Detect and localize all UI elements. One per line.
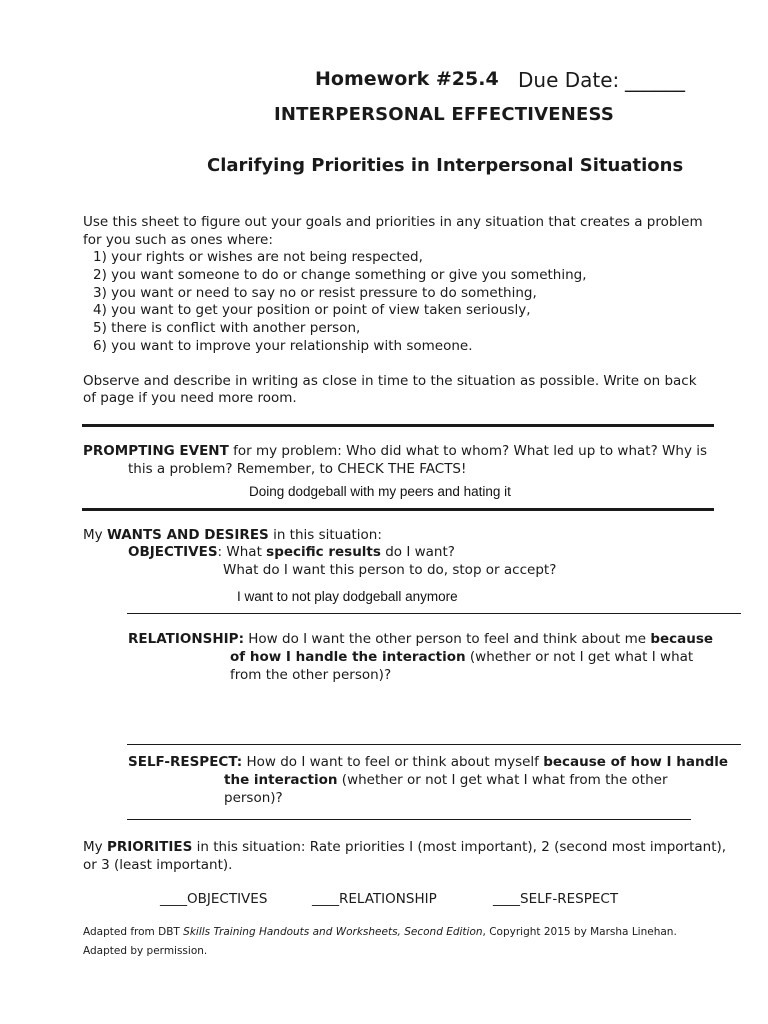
priorities-label: PRIORITIES xyxy=(106,839,193,855)
priorities-line-2: or 3 (least important). xyxy=(83,857,233,873)
divider-objectives xyxy=(127,613,741,614)
selfrespect-line-2 xyxy=(224,771,668,789)
intro-item-2: 2) you want someone to do or change something or give you something, xyxy=(93,267,587,283)
divider-thick-2 xyxy=(82,508,714,511)
divider-thick-1 xyxy=(82,424,714,427)
intro-item-1: 1) your rights or wishes are not being respected, xyxy=(93,249,423,265)
objectives-text-b: specific results xyxy=(266,544,381,560)
objectives-answer[interactable]: I want to not play dodgeball anymore xyxy=(237,589,458,604)
selfrespect-line-1 xyxy=(128,753,728,771)
objectives-label: OBJECTIVES xyxy=(128,544,218,560)
intro-item-3: 3) you want or need to say no or resist pressure to do something, xyxy=(93,285,537,301)
priority-relationship-field[interactable]: ____RELATIONSHIP xyxy=(312,891,437,907)
divider-selfrespect xyxy=(127,819,691,820)
priority-selfrespect-field[interactable]: ____SELF-RESPECT xyxy=(493,891,619,907)
selfrespect-text-2a: the interaction xyxy=(224,772,338,788)
intro-item-4: 4) you want to get your position or point of view taken seriously, xyxy=(93,302,531,318)
priorities-text-1: in this situation: Rate priorities I (most important), 2 (second most important), xyxy=(192,839,727,855)
prompting-line-1 xyxy=(83,442,707,460)
selfrespect-text-1a: How do I want to feel or think about myself xyxy=(242,754,544,770)
objectives-line-1 xyxy=(128,543,455,561)
due-date-label: Due Date: xyxy=(518,68,620,92)
relationship-line-2 xyxy=(230,648,693,666)
prompting-line-2: this a problem? Remember, to CHECK THE FACTS! xyxy=(128,461,467,477)
relationship-text-2a: of how I handle the interaction xyxy=(230,649,466,665)
credit-line-2: Adapted by permission. xyxy=(83,945,208,957)
intro-line-1: Use this sheet to figure out your goals and priorities in any situation that creates a problem xyxy=(83,214,703,230)
priorities-prefix: My xyxy=(83,839,107,855)
intro-item-6: 6) you want to improve your relationship with someone. xyxy=(93,338,473,354)
page-title: INTERPERSONAL EFFECTIVENESS xyxy=(274,104,615,125)
relationship-label: RELATIONSHIP: xyxy=(128,631,244,647)
relationship-line-1 xyxy=(128,630,713,648)
observe-line-1: Observe and describe in writing as close in time to the situation as possible. Write on back xyxy=(83,373,697,389)
relationship-text-2b: (whether or not I get what I what xyxy=(465,649,694,665)
prompting-label: PROMPTING EVENT xyxy=(83,443,229,459)
objectives-line-2: What do I want this person to do, stop or accept? xyxy=(223,562,557,578)
wants-suffix: in this situation: xyxy=(268,527,382,543)
relationship-text-1b: because xyxy=(650,631,714,647)
intro-line-2: for you such as ones where: xyxy=(83,232,273,248)
selfrespect-text-2b: (whether or not I get what I what from the other xyxy=(337,772,668,788)
relationship-line-3: from the other person)? xyxy=(230,667,392,683)
selfrespect-label: SELF-RESPECT: xyxy=(128,754,243,770)
priorities-line-1 xyxy=(83,838,726,856)
credit-book-title: Skills Training Handouts and Worksheets, Second Edition xyxy=(183,926,483,938)
selfrespect-text-1b: because of how I handle xyxy=(543,754,729,770)
credit-text-a: Adapted from DBT xyxy=(83,926,184,938)
wants-prefix: My xyxy=(83,527,107,543)
observe-line-2: of page if you need more room. xyxy=(83,390,297,406)
credit-text-c: , Copyright 2015 by Marsha Linehan. xyxy=(482,926,677,938)
wants-label: WANTS AND DESIRES xyxy=(106,527,269,543)
wants-heading xyxy=(83,526,382,544)
prompting-text-1: for my problem: Who did what to whom? What led up to what? Why is xyxy=(228,443,708,459)
page-subtitle: Clarifying Priorities in Interpersonal Situations xyxy=(207,155,684,176)
divider-relationship xyxy=(127,744,741,745)
prompting-answer[interactable]: Doing dodgeball with my peers and hating it xyxy=(249,484,511,499)
credit-line-1 xyxy=(83,922,677,942)
objectives-text-c: do I want? xyxy=(380,544,455,560)
intro-item-5: 5) there is conflict with another person, xyxy=(93,320,361,336)
priority-objectives-field[interactable]: ____OBJECTIVES xyxy=(160,891,268,907)
objectives-text-a: : What xyxy=(217,544,267,560)
homework-number: Homework #25.4 xyxy=(315,68,499,90)
relationship-text-1a: How do I want the other person to feel and think about me xyxy=(243,631,651,647)
due-date-blank[interactable]: ______ xyxy=(625,68,685,92)
selfrespect-line-3: person)? xyxy=(224,790,283,806)
